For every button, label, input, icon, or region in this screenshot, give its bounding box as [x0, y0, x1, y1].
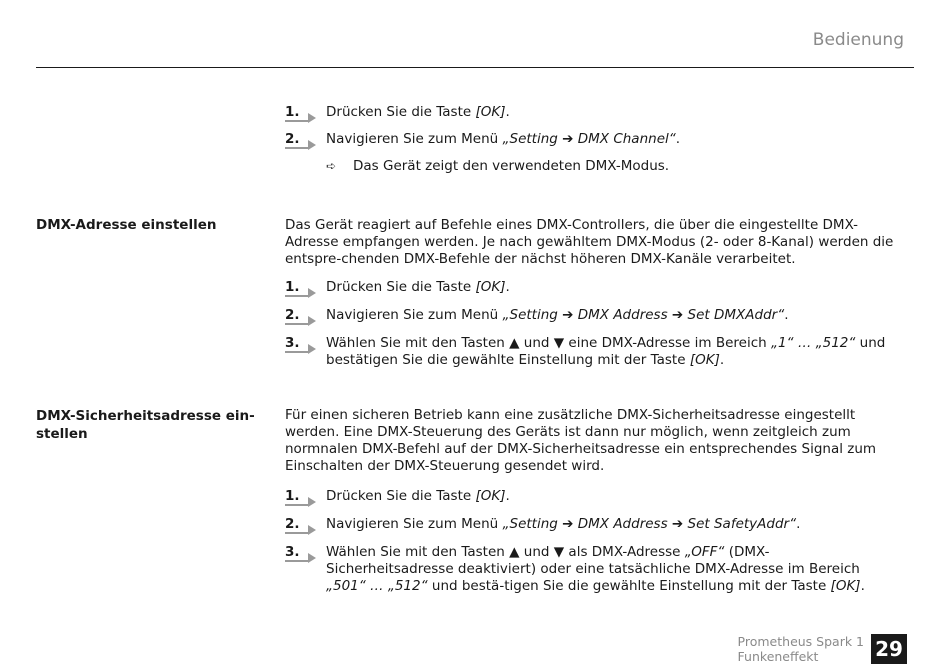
step-text: Wählen Sie mit den Tasten ▲ und ▼ als DMX-Adresse „OFF“ (DMX-Sicherheitsadresse deaktiviert) oder eine tatsächliche DMX-Adresse im Bereich „501“ … „512“ und bestä-tigen Sie die gewählte Einstellung mit der Taste [OK]. — [326, 544, 865, 594]
step-number: 1. — [285, 104, 300, 120]
step-number: 2. — [285, 131, 300, 147]
step-text: Drücken Sie die Taste [OK]. — [326, 488, 510, 504]
step-number: 3. — [285, 544, 300, 560]
result-text: Das Gerät zeigt den verwendeten DMX-Modus. — [353, 158, 670, 174]
section-paragraph: Das Gerät reagiert auf Befehle eines DMX-Controllers, die über die eingestellte DMX-Adresse empfangen werden. Je nach gewähltem DMX-Modus (2- oder 8-Kanal) werden die entspre-chenden DMX-Befehle der nächst höheren DMX-Kanäle verarbeitet. — [285, 217, 894, 267]
step-number: 1. — [285, 279, 300, 295]
step-arrow-icon — [285, 488, 319, 508]
step-text: Drücken Sie die Taste [OK]. — [326, 279, 510, 295]
footer-product — [738, 634, 864, 664]
page-number: 29 — [871, 634, 907, 664]
step-number: 2. — [285, 307, 300, 323]
step-text: Navigieren Sie zum Menü „Setting ➔ DMX Address ➔ Set DMXAddr“. — [326, 307, 789, 323]
step-text: Navigieren Sie zum Menü „Setting ➔ DMX Address ➔ Set SafetyAddr“. — [326, 516, 801, 532]
step-arrow-icon — [285, 516, 319, 536]
page-header-title: Bedienung — [812, 30, 904, 50]
section-heading: DMX-Sicherheitsadresse ein-stellen — [36, 408, 255, 442]
section-heading: DMX-Adresse einstellen — [36, 217, 217, 233]
step-number: 2. — [285, 516, 300, 532]
step-text: Drücken Sie die Taste [OK]. — [326, 104, 510, 120]
step-text: Wählen Sie mit den Tasten ▲ und ▼ eine DMX-Adresse im Bereich „1“ … „512“ und bestätigen Sie die gewählte Einstellung mit der Taste [OK]. — [326, 335, 886, 368]
step-text: Navigieren Sie zum Menü „Setting ➔ DMX Channel“. — [326, 131, 681, 147]
step-arrow-icon — [285, 335, 319, 355]
step-arrow-icon — [285, 279, 319, 299]
step-number: 1. — [285, 488, 300, 504]
step-arrow-icon — [285, 544, 319, 564]
step-arrow-icon — [285, 131, 319, 151]
step-arrow-icon — [285, 307, 319, 327]
arrow-right-outline-icon: ➪ — [326, 159, 337, 173]
step-arrow-icon — [285, 104, 319, 124]
step-number: 3. — [285, 335, 300, 351]
footer-product-name: Prometheus Spark 1 — [737, 634, 864, 649]
footer-product-subtitle: Funkeneffekt — [737, 649, 819, 664]
section-paragraph: Für einen sicheren Betrieb kann eine zusätzliche DMX-Sicherheitsadresse eingestellt werden. Eine DMX-Steuerung des Geräts ist dann nur möglich, wenn zeitgleich zum normnalen DMX-Befehl auf der DMX-Sicherheitsadresse ein entsprechendes Signal zum Einschalten der DMX-Steuerung gesendet wird. — [285, 407, 877, 474]
header-divider — [36, 67, 914, 68]
